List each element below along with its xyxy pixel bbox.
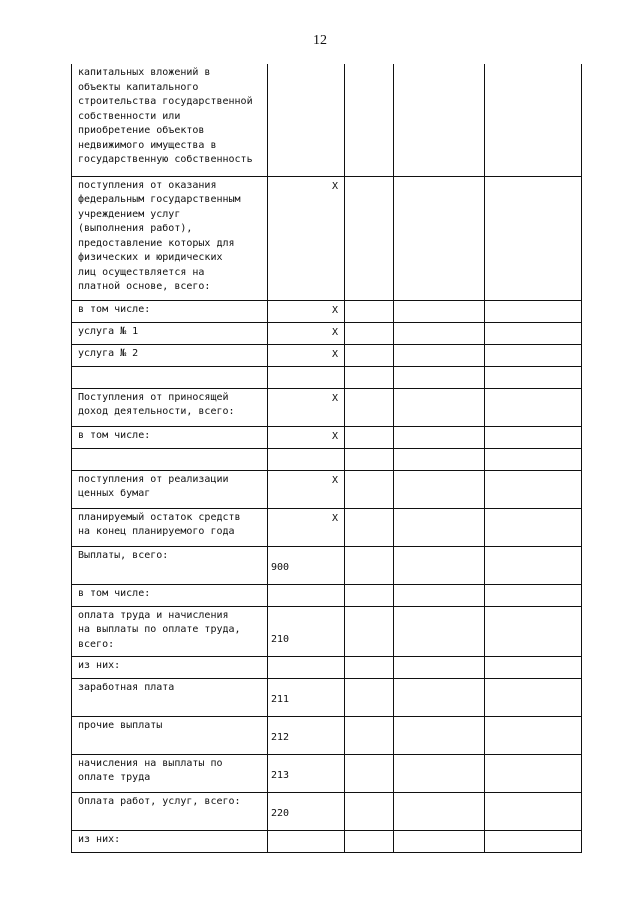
value-cell [485,508,582,546]
value-cell [394,64,485,176]
row-code-cell [268,716,345,754]
row-code-cell [268,448,345,470]
x-mark: X [331,180,338,192]
table-row [72,448,582,470]
value-cell [485,366,582,388]
table-row [72,470,582,508]
table-row [72,716,582,754]
row-code-cell [268,792,345,830]
row-code: 213 [271,770,290,781]
value-cell [345,366,394,388]
row-name-cell: в том числе: [72,584,268,606]
value-cell [345,508,394,546]
row-code: 900 [271,562,290,573]
value-cell [394,388,485,426]
value-cell [345,176,394,300]
row-code: 220 [271,808,290,819]
row-code-cell [268,584,345,606]
row-code-cell [268,366,345,388]
row-name-cell: из них: [72,656,268,678]
value-cell [345,656,394,678]
budget-table [71,64,582,853]
value-cell [394,584,485,606]
row-code-cell [268,606,345,656]
row-name-cell: капитальных вложений в объекты капитального строительства государственной собственности или приобретение объектов недвижимого имущества в государственную собственность [72,64,268,176]
row-name-cell: поступления от оказания федеральным государственным учреждением услуг (выполнения работ), предоставление которых для физических и юридических лиц осуществляется на платной основе, всего: [72,176,268,300]
row-name-cell: услуга № 1 [72,322,268,344]
row-code-cell [268,656,345,678]
value-cell [485,470,582,508]
table-row [72,64,582,176]
row-name-cell: прочие выплаты [72,716,268,754]
table-row [72,830,582,852]
value-cell [394,830,485,852]
table-row [72,606,582,656]
value-cell [485,830,582,852]
value-cell [485,300,582,322]
table-row [72,300,582,322]
table-row [72,546,582,584]
row-code-cell [268,678,345,716]
row-code-cell [268,64,345,176]
value-cell [345,716,394,754]
row-name-cell [72,366,268,388]
x-mark: X [331,512,338,524]
value-cell [394,508,485,546]
value-cell [345,678,394,716]
value-cell [394,176,485,300]
row-name-cell: заработная плата [72,678,268,716]
value-cell [485,656,582,678]
value-cell [485,322,582,344]
value-cell [345,546,394,584]
row-name-cell: Оплата работ, услуг, всего: [72,792,268,830]
value-cell [345,344,394,366]
table-row [72,678,582,716]
value-cell [394,300,485,322]
page-number: 12 [313,33,327,48]
row-code-cell [268,830,345,852]
value-cell [485,754,582,792]
row-name-cell: планируемый остаток средств на конец планируемого года [72,508,268,546]
value-cell [345,322,394,344]
value-cell [485,426,582,448]
row-name-cell: поступления от реализации ценных бумаг [72,470,268,508]
row-name-cell: в том числе: [72,426,268,448]
value-cell [345,830,394,852]
row-name-cell: начисления на выплаты по оплате труда [72,754,268,792]
value-cell [485,344,582,366]
value-cell [345,300,394,322]
row-code-cell [268,344,345,366]
value-cell [345,470,394,508]
x-mark: X [331,348,338,360]
row-code-cell [268,546,345,584]
row-name-cell: в том числе: [72,300,268,322]
value-cell [394,366,485,388]
table-row [72,792,582,830]
value-cell [394,606,485,656]
value-cell [345,606,394,656]
value-cell [345,64,394,176]
value-cell [485,584,582,606]
row-code-cell [268,322,345,344]
x-mark: X [331,326,338,338]
value-cell [394,792,485,830]
row-code-cell [268,508,345,546]
x-mark: X [331,474,338,486]
row-code: 211 [271,694,290,705]
value-cell [394,426,485,448]
table-row [72,508,582,546]
x-mark: X [331,304,338,316]
table-row [72,344,582,366]
value-cell [485,716,582,754]
value-cell [394,678,485,716]
row-name-cell: оплата труда и начисления на выплаты по оплате труда, всего: [72,606,268,656]
value-cell [394,448,485,470]
value-cell [394,470,485,508]
table-row [72,388,582,426]
row-code: 212 [271,732,290,743]
row-name-cell: Выплаты, всего: [72,546,268,584]
row-code-cell [268,176,345,300]
table-row [72,176,582,300]
table-row [72,322,582,344]
value-cell [485,448,582,470]
value-cell [485,792,582,830]
value-cell [394,716,485,754]
x-mark: X [331,430,338,442]
value-cell [345,426,394,448]
row-code-cell [268,388,345,426]
value-cell [345,584,394,606]
row-code-cell [268,754,345,792]
value-cell [345,754,394,792]
table-row [72,754,582,792]
table-row [72,366,582,388]
row-code: 210 [271,634,290,645]
value-cell [345,792,394,830]
value-cell [394,344,485,366]
value-cell [394,656,485,678]
value-cell [485,64,582,176]
value-cell [485,606,582,656]
row-code-cell [268,300,345,322]
value-cell [485,678,582,716]
row-name-cell: из них: [72,830,268,852]
row-code-cell [268,426,345,448]
row-name-cell: Поступления от приносящей доход деятельности, всего: [72,388,268,426]
value-cell [345,448,394,470]
x-mark: X [331,392,338,404]
value-cell [485,546,582,584]
value-cell [485,388,582,426]
value-cell [345,388,394,426]
value-cell [394,322,485,344]
row-name-cell [72,448,268,470]
table-row [72,584,582,606]
value-cell [394,754,485,792]
value-cell [394,546,485,584]
table-row [72,426,582,448]
table-row [72,656,582,678]
row-name-cell: услуга № 2 [72,344,268,366]
value-cell [485,176,582,300]
row-code-cell [268,470,345,508]
